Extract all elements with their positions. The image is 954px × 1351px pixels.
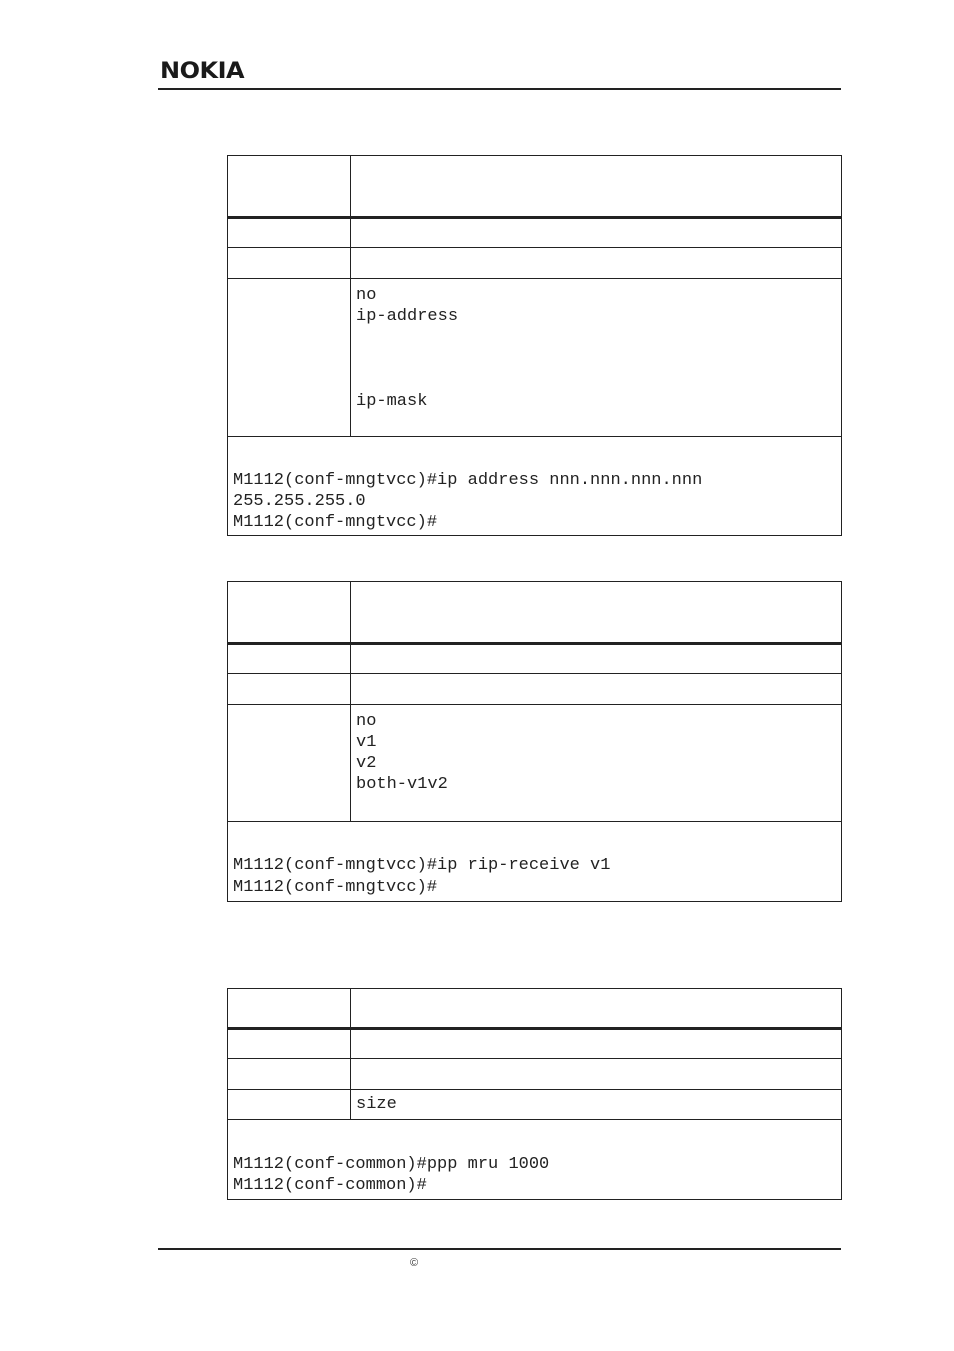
example-row [228,436,841,535]
parameters-row [228,704,841,821]
table-row [228,1028,841,1058]
command-table-ppp-mru [227,988,842,1200]
parameter-name: no [356,286,377,305]
copyright-symbol: © [410,1257,419,1269]
parameter-name: v2 [356,754,377,773]
table-header-row [228,156,841,217]
footer-rule [158,1248,841,1250]
parameter-name: ip-mask [356,392,428,411]
example-line: M1112(conf-common)#ppp mru 1000 [233,1155,550,1174]
parameter-name: v1 [356,733,377,752]
example-line: M1112(conf-mngtvcc)#ip address nnn.nnn.nnn.nnn [233,471,703,490]
header-rule [158,88,841,90]
parameter-name: size [356,1095,397,1114]
parameter-name: ip-address [356,307,459,326]
table-row [228,217,841,247]
example-row [228,1119,841,1199]
parameters-row [228,1089,841,1119]
example-line: M1112(conf-mngtvcc)# [233,513,438,532]
example-line: M1112(conf-mngtvcc)# [233,878,438,897]
parameters-row [228,278,841,436]
example-line: M1112(conf-common)# [233,1176,427,1195]
command-table-ip-rip-receive [227,581,842,902]
example-line: 255.255.255.0 [233,492,366,511]
table-row [228,673,841,704]
nokia-logo: NOKIA [160,58,245,84]
command-table-ip-address [227,155,842,536]
table-header-row [228,582,841,643]
table-header-row [228,989,841,1028]
example-line: M1112(conf-mngtvcc)#ip rip-receive v1 [233,856,611,875]
table-row [228,247,841,278]
parameter-name: no [356,712,377,731]
parameter-name: both-v1v2 [356,775,448,794]
table-row [228,1058,841,1089]
table-row [228,643,841,673]
example-row [228,821,841,901]
